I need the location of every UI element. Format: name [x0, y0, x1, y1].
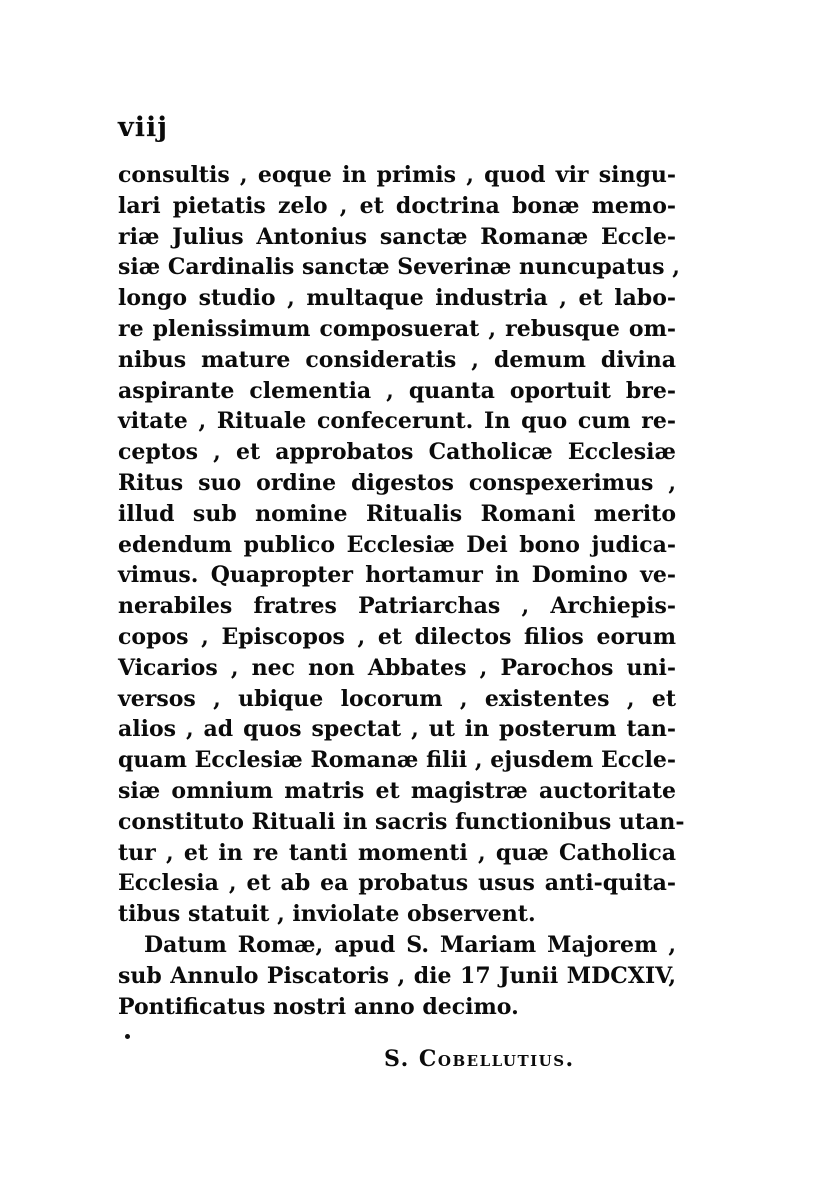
text-line: nibus mature consideratis , demum divina	[118, 346, 676, 373]
dating-line: Datum Romæ, apud S. Mariam Majorem ,	[144, 932, 676, 958]
text-line: illud sub nomine Ritualis Romani merito	[118, 500, 676, 527]
text-line: lari pietatis zelo , et doctrina bonæ memo-	[118, 192, 676, 219]
text-line: edendum publico Ecclesiæ Dei bono judica-	[118, 531, 676, 558]
page-number: viij	[118, 112, 168, 143]
body-paragraph	[118, 160, 685, 930]
text-line: vitate , Rituale confecerunt. In quo cum re-	[118, 408, 676, 435]
text-line: Ecclesia , et ab ea probatus usus anti-quita-	[118, 870, 676, 897]
text-line: copos , Episcopos , et dilectos filios eorum	[118, 623, 676, 650]
text-line: consultis , eoque in primis , quod vir singu-	[118, 162, 676, 188]
text-line: siæ Cardinalis sanctæ Severinæ nuncupatus ,	[118, 254, 680, 281]
text-line: siæ omnium matris et magistræ auctoritate	[118, 777, 676, 804]
text-line: Ritus suo ordine digestos conspexerimus ,	[118, 469, 676, 496]
text-line: quam Ecclesiæ Romanæ filii , ejusdem Eccle-	[118, 747, 676, 774]
text-line: longo studio , multaque industria , et labo-	[118, 285, 676, 312]
dating-line: Pontificatus nostri anno decimo.	[118, 993, 519, 1020]
text-line: vimus. Quapropter hortamur in Domino ve-	[118, 562, 676, 589]
text-line: constituto Rituali in sacris functionibus utan-	[118, 808, 685, 835]
text-line: re plenissimum composuerat , rebusque om-	[118, 315, 676, 342]
text-line: Vicarios , nec non Abbates , Parochos uni-	[118, 654, 676, 681]
dating-paragraph	[118, 930, 676, 1022]
text-line: aspirante clementia , quanta oportuit bre-	[118, 377, 676, 404]
text-line: nerabiles fratres Patriarchas , Archiepis-	[118, 593, 676, 620]
text-line: tur , et in re tanti momenti , quæ Catholica	[118, 839, 676, 866]
text-line: riæ Julius Antonius sanctæ Romanæ Eccle-	[118, 223, 676, 250]
signature: S. Cobellutius.	[384, 1046, 575, 1072]
dating-line: sub Annulo Piscatoris , die 17 Junii MDCXIV,	[118, 962, 676, 989]
text-line: alios , ad quos spectat , ut in posterum tan-	[118, 716, 676, 743]
text-line: versos , ubique locorum , existentes , et	[118, 685, 676, 712]
ink-dot	[125, 1034, 130, 1039]
text-line: tibus statuit , inviolate observent.	[118, 901, 536, 928]
text-line: ceptos , et approbatos Catholicæ Ecclesiæ	[118, 439, 676, 466]
